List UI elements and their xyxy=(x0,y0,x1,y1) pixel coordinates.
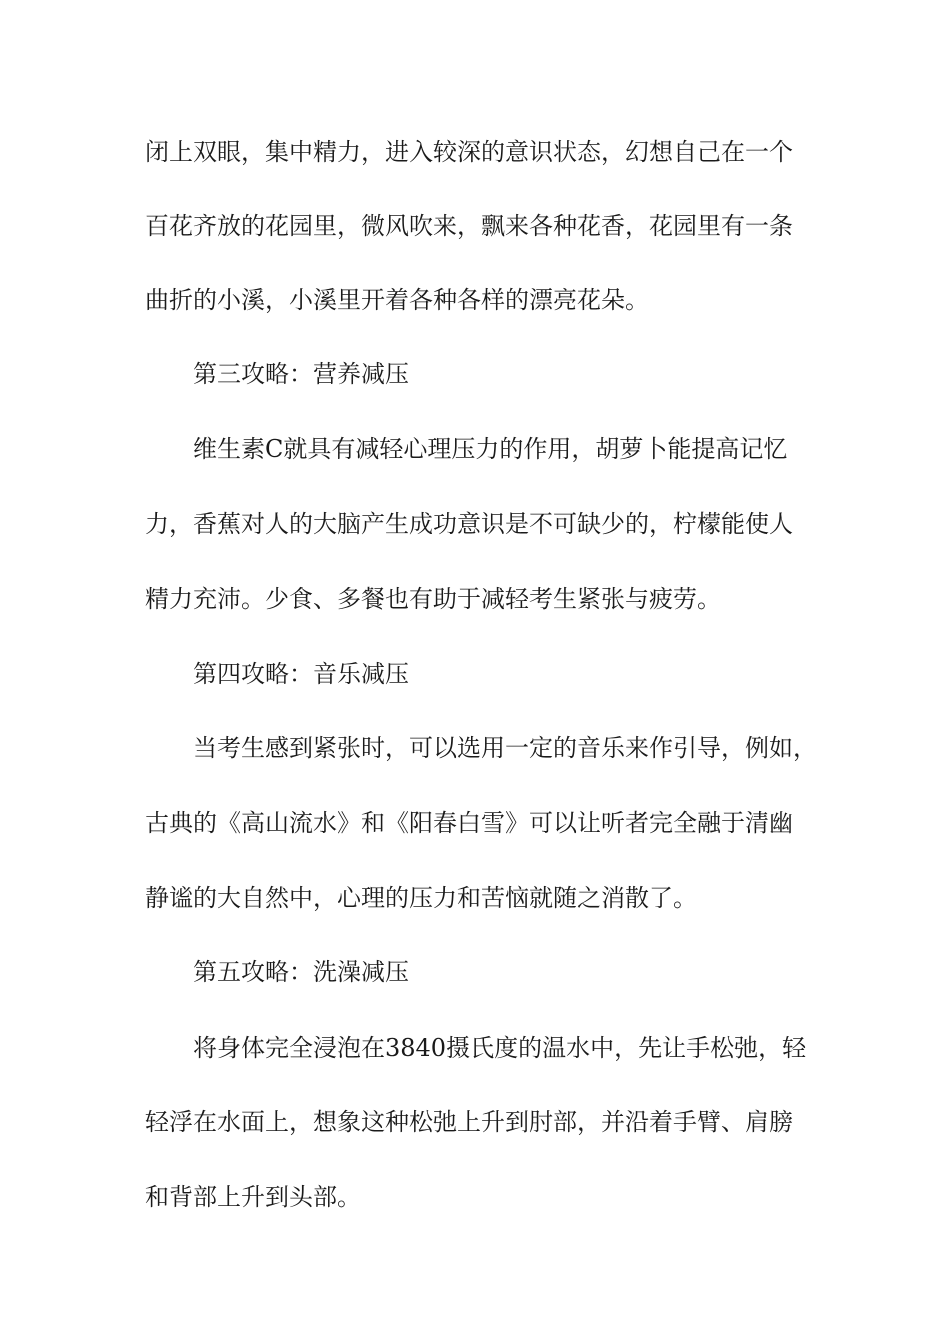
section-heading: 第三攻略：营养减压 xyxy=(193,360,409,388)
paragraph-line: 将身体完全浸泡在3840摄氏度的温水中，先让手松弛，轻 xyxy=(193,1034,807,1062)
paragraph-line: 维生素C就具有减轻心理压力的作用，胡萝卜能提高记忆 xyxy=(193,435,788,463)
paragraph-line: 百花齐放的花园里，微风吹来，飘来各种花香，花园里有一条 xyxy=(145,212,793,240)
paragraph-line: 轻浮在水面上，想象这种松弛上升到肘部，并沿着手臂、肩膀 xyxy=(145,1108,793,1136)
paragraph-line: 和背部上升到头部。 xyxy=(145,1183,361,1211)
section-heading: 第四攻略：音乐减压 xyxy=(193,660,409,688)
paragraph-line: 曲折的小溪，小溪里开着各种各样的漂亮花朵。 xyxy=(145,286,649,314)
section-heading: 第五攻略：洗澡减压 xyxy=(193,958,409,986)
paragraph-line: 精力充沛。少食、多餐也有助于减轻考生紧张与疲劳。 xyxy=(145,585,721,613)
paragraph-line: 力，香蕉对人的大脑产生成功意识是不可缺少的，柠檬能使人 xyxy=(145,510,793,538)
paragraph-line: 当考生感到紧张时，可以选用一定的音乐来作引导，例如， xyxy=(193,734,817,762)
paragraph-line: 闭上双眼，集中精力，进入较深的意识状态，幻想自己在一个 xyxy=(145,138,793,166)
paragraph-line: 古典的《高山流水》和《阳春白雪》可以让听者完全融于清幽 xyxy=(145,809,793,837)
paragraph-line: 静谧的大自然中，心理的压力和苦恼就随之消散了。 xyxy=(145,884,697,912)
